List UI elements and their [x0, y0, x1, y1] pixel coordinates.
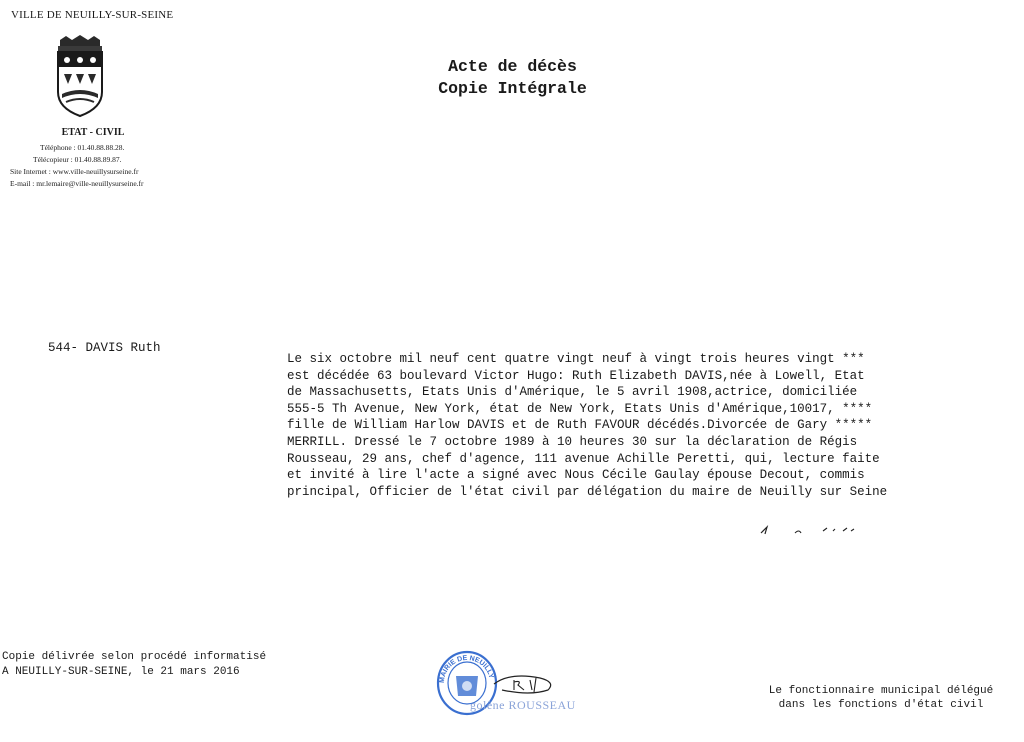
website-address: Site Internet : www.ville-neuillysurseine.fr	[10, 167, 139, 176]
text-line: est décédée 63 boulevard Victor Hugo: Ruth Elizabeth DAVIS,née à Lowell, Etat	[287, 368, 865, 383]
text-line: Le six octobre mil neuf cent quatre vingt neuf à vingt trois heures vingt ***	[287, 352, 865, 366]
text-line: de Massachusetts, Etats Unis d'Amérique, le 5 avril 1908,actrice, domiciliée	[287, 385, 858, 400]
delegate-signature	[490, 670, 560, 696]
text-line: Rousseau, 29 ans, chef d'agence, 111 avenue Achille Peretti, qui, lecture faite	[287, 451, 880, 466]
delivery-line-2: A NEUILLY-SUR-SEINE, le 21 mars 2016	[2, 666, 240, 678]
text-line: MERRILL. Dressé le 7 octobre 1989 à 10 heures 30 sur la déclaration de Régis	[287, 434, 858, 449]
fax-number: Télécopieur : 01.40.88.89.87.	[33, 155, 122, 164]
stamp-text: MAIRIE DE NEUILLY	[438, 654, 495, 684]
text-line: et invité à lire l'acte a signé avec Nous Cécile Gaulay épouse Decout, commis	[287, 468, 865, 483]
city-name: VILLE DE NEUILLY-SUR-SEINE	[11, 9, 174, 21]
official-line-2: dans les fonctions d'état civil	[778, 699, 984, 711]
department-name: ETAT - CIVIL	[61, 127, 125, 138]
title-line-2: Copie Intégrale	[438, 79, 587, 98]
text-line: fille de William Harlow DAVIS et de Ruth FAVOUR décédés.Divorcée de Gary *****	[287, 418, 873, 433]
official-line-1: Le fonctionnaire municipal délégué	[768, 685, 994, 697]
official-title	[740, 684, 1022, 712]
delegate-name: golène ROUSSEAU	[470, 698, 576, 712]
email-address: E-mail : mr.lemaire@ville-neuillysurseine.fr	[10, 179, 144, 188]
delivery-statement	[2, 650, 266, 680]
coat-of-arms-emblem	[52, 34, 108, 120]
document-title	[380, 56, 645, 100]
death-record-text	[287, 351, 977, 500]
title-line-1: Acte de décès	[448, 57, 577, 76]
delivery-line-1: Copie délivrée selon procédé informatisé	[2, 651, 267, 663]
phone-number: Téléphone : 01.40.88.88.28.	[40, 143, 125, 152]
text-line: principal, Officier de l'état civil par délégation du maire de Neuilly sur Seine	[287, 484, 888, 499]
officer-signature	[755, 519, 865, 537]
record-reference: 544- DAVIS Ruth	[48, 341, 161, 355]
text-line: 555-5 Th Avenue, New York, état de New York, Etats Unis d'Amérique,10017, ****	[287, 401, 873, 416]
